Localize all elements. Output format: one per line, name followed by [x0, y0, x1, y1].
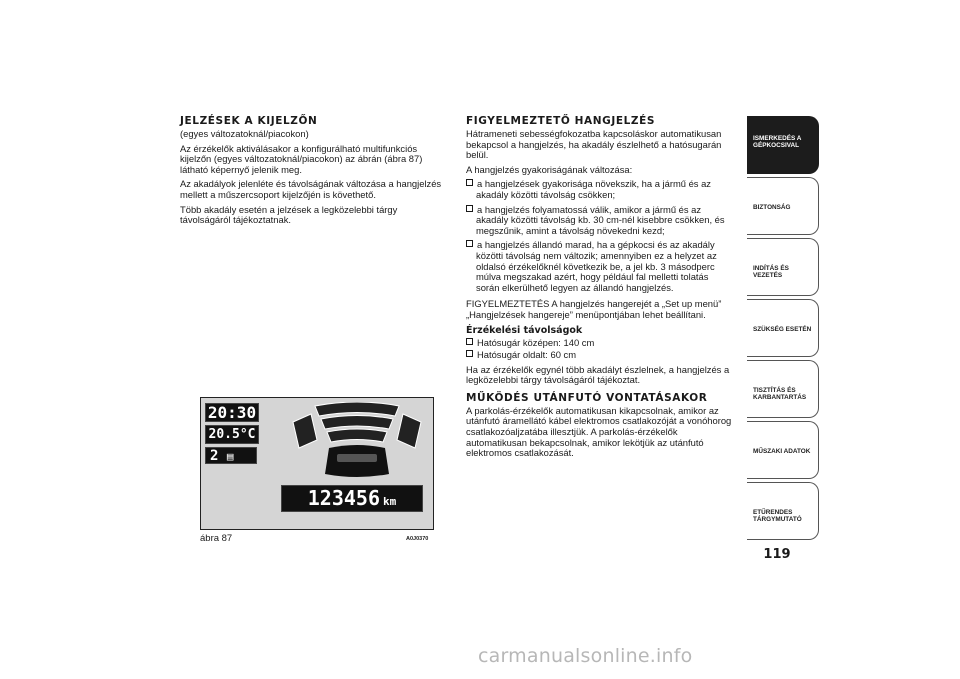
variant-note: (egyes változatoknál/piacokon)	[180, 128, 309, 139]
tab-inditas[interactable]: INDÍTÁS ÉS VEZETÉS	[747, 238, 819, 296]
odometer-value: 123456	[307, 486, 380, 510]
list-item: Hatósugár oldalt: 60 cm	[466, 350, 734, 361]
trailer-paragraph: A parkolás-érzékelők automatikusan kikapcsolnak, amikor az utánfutó áramellátó kábel elektromos csatlakozóját a vonóhorog csatlakozóaljzatába illesztjük. A parkolás-érzékelők automatikusan bekapcsolnak, amikor lekötjük az utánfutó elektromos csatlakozását.	[466, 404, 732, 459]
odometer-unit: km	[383, 495, 397, 508]
detection-range-heading: Érzékelési távolságok	[466, 324, 583, 336]
page-number: 119	[763, 547, 791, 562]
volume-warning: FIGYELMEZTETÉS A hangjelzés hangerejét a „Set up menü” „Hangjelzések hangereje” menüpontjában lehet beállítani.	[466, 298, 722, 320]
chapter-tabs	[747, 116, 819, 543]
list-item: a hangjelzés állandó marad, ha a gépkocsi és az akadály közötti távolság nem változik; amennyiben ez a helyzet az oldalsó érzékelőknél következik be, a jel kb. 3 másodperc múlva megszakad azért, hogy például fal melletti tolatás során elkerülhető legyen az állandó hangjelzés.	[466, 240, 734, 293]
drive-mode-icon: ▤	[226, 450, 234, 463]
time-readout: 20:30	[205, 403, 259, 422]
list-item: Hatósugár középen: 140 cm	[466, 338, 734, 349]
range-note: Ha az érzékelők egynél több akadályt észlelnek, a hangjelzés a legközelebbi tárgy távolságáról tájékoztat.	[466, 363, 730, 386]
frequency-intro: A hangjelzés gyakoriságának változása:	[466, 163, 633, 175]
middle-column	[466, 115, 734, 463]
list-item: a hangjelzés folyamatossá válik, amikor a jármű és az akadály közötti távolság kb. 30 cm-nél kisebbre csökken, és megszűnik, amint a távolság növekedni kezd;	[466, 205, 734, 237]
checkbox-bullet-icon	[466, 240, 473, 247]
intro-paragraph: Hátrameneti sebességfokozatba kapcsoláskor automatikusan bekapcsol a hangjelzés, ha akadály észlelhető a hatósugarán belül.	[466, 128, 722, 161]
checkbox-bullet-icon	[466, 350, 473, 357]
odometer-readout	[281, 485, 423, 512]
tab-tisztitas[interactable]: TISZTÍTÁS ÉS KARBANTARTÁS	[747, 360, 819, 418]
checkbox-bullet-icon	[466, 205, 473, 212]
figure-code: A0J0370	[406, 536, 429, 542]
tab-szukseg[interactable]: SZÜKSÉG ESETÉN	[747, 299, 819, 357]
left-paragraph-1: Az érzékelők aktiválásakor a konfigurálható multifunkciós kijelzőn (egyes változatoknál/piacokon) az ábrán (ábra 87) látható képernyő jelenik meg.	[180, 142, 423, 175]
gear-value: 2	[210, 448, 219, 464]
left-paragraph-2: Az akadályok jelenléte és távolságának változása a hangjelzés mellett a műszercsoport kijelzőjén is követhető.	[180, 178, 442, 200]
temperature-readout: 20.5°C	[205, 425, 259, 444]
figure-caption: ábra 87	[200, 533, 233, 544]
gear-readout	[205, 447, 257, 464]
display-figure	[200, 397, 434, 530]
warning-sound-heading: FIGYELMEZTETŐ HANGJELZÉS	[466, 115, 656, 127]
watermark: carmanualsonline.info	[478, 645, 693, 667]
tab-ismerkedes[interactable]: ISMERKEDÉS A GÉPKOCSIVAL	[747, 116, 819, 174]
left-column	[180, 115, 448, 230]
tab-targymutato[interactable]: ETŰRENDES TÁRGYMUTATÓ	[747, 482, 819, 540]
tab-biztonsag[interactable]: BIZTONSÁG	[747, 177, 819, 235]
checkbox-bullet-icon	[466, 179, 473, 186]
parking-sensor-graphic	[285, 402, 429, 480]
list-item: a hangjelzések gyakorisága növekszik, ha a jármű és az akadály közötti távolság csökken;	[466, 179, 734, 200]
display-signals-heading: JELZÉSEK A KIJELZŐN	[180, 115, 318, 127]
trailer-heading: MŰKÖDÉS UTÁNFUTÓ VONTATÁSAKOR	[466, 391, 708, 404]
checkbox-bullet-icon	[466, 338, 473, 345]
left-paragraph-3: Több akadály esetén a jelzések a legközelebbi tárgy távolságáról tájékoztatnak.	[180, 203, 398, 226]
tab-muszaki[interactable]: MŰSZAKI ADATOK	[747, 421, 819, 479]
